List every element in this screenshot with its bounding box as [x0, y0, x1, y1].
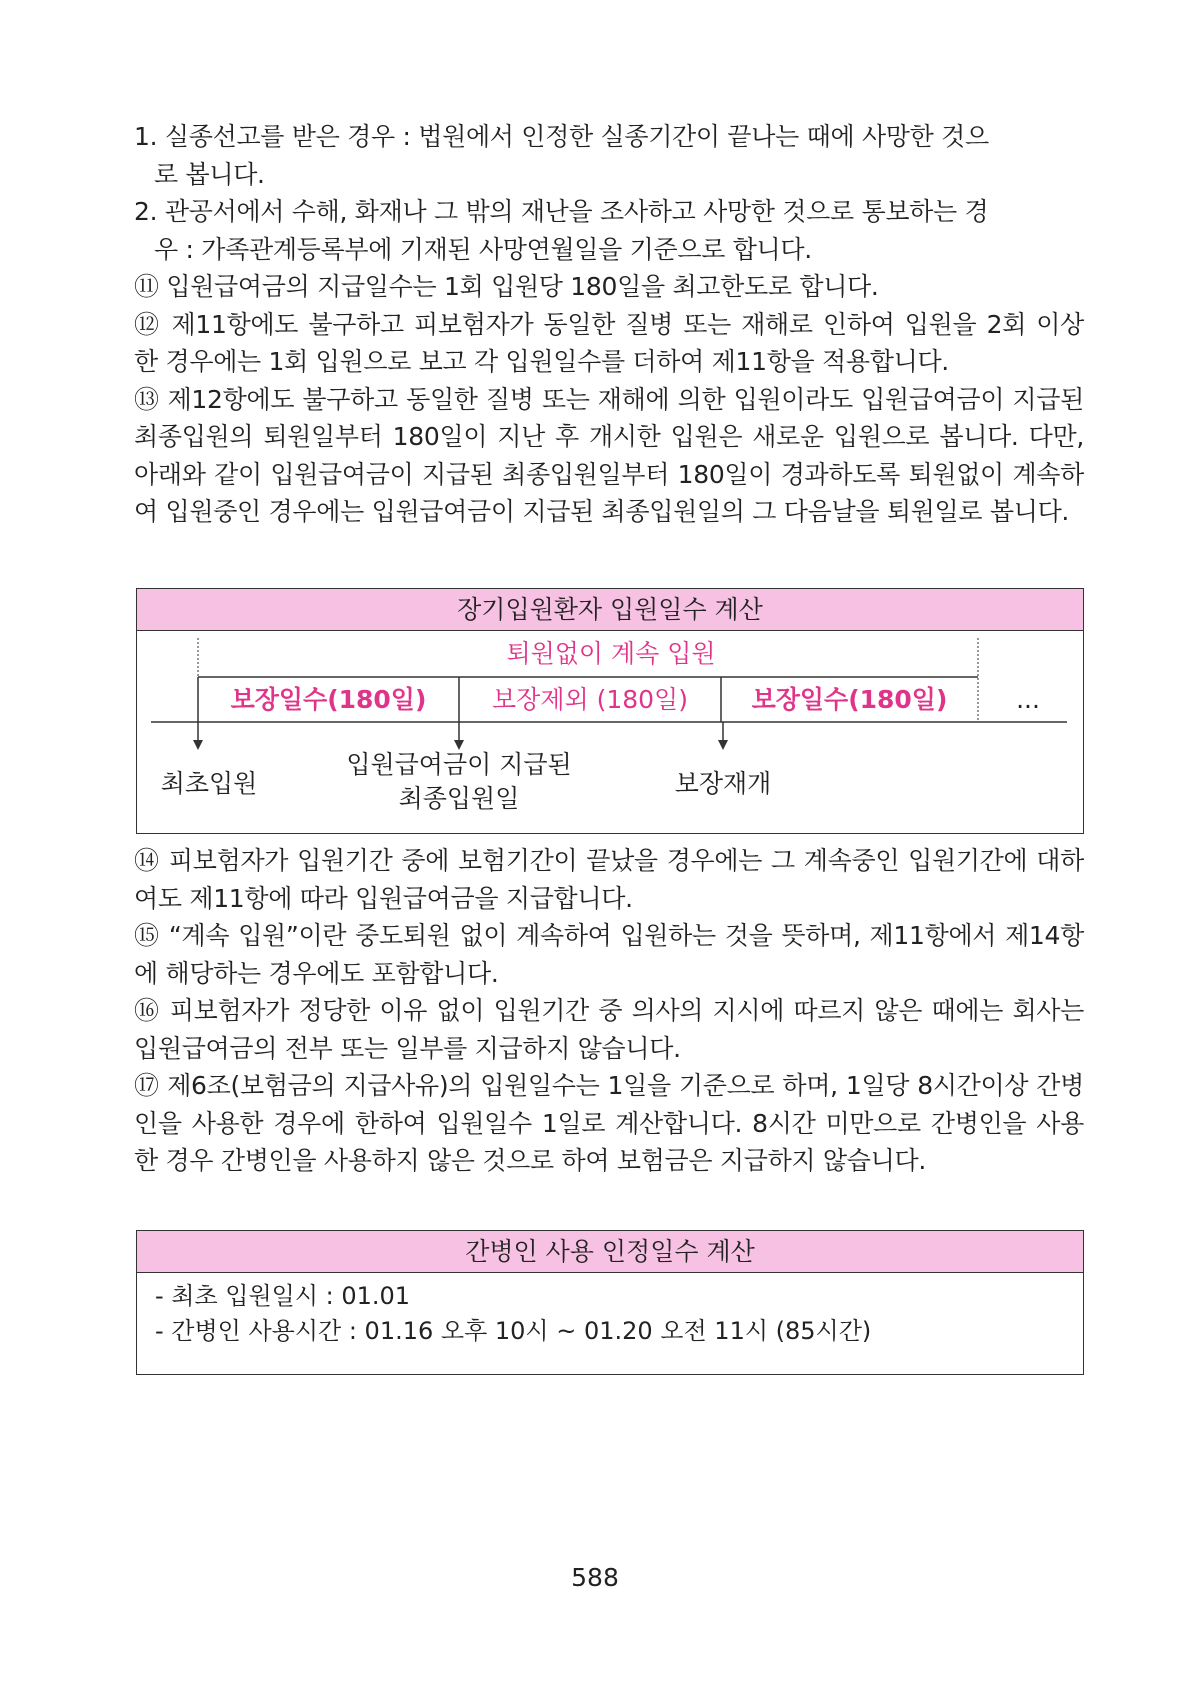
coverage-resume-label: 보장재개	[674, 769, 772, 798]
clause-12: ⑫ 제11항에도 불구하고 피보험자가 동일한 질병 또는 재해로 인하여 입원을 2회 이상 한 경우에는 1회 입원으로 보고 각 입원일수를 더하여 제11항을 적용합니다.	[134, 309, 1084, 376]
paragraph-2	[134, 193, 1084, 268]
caregiver-usage-time: - 간병인 사용시간 : 01.16 오후 10시 ~ 01.20 오전 11시 (85시간)	[155, 1317, 872, 1345]
long-term-stay-title: 장기입원환자 입원일수 계산	[137, 589, 1083, 631]
stay-diagram	[137, 630, 1085, 835]
covered-days-segment-1: 보장일수(180일)	[230, 685, 427, 714]
caregiver-days-box	[136, 1230, 1084, 1375]
clause-14: ⑭ 피보험자가 입원기간 중에 보험기간이 끝났을 경우에는 그 계속중인 입원기간에 대하여도 제11항에 따라 입원급여금을 지급합니다.	[134, 846, 1084, 913]
page-number: 588	[571, 1563, 619, 1592]
paragraph-1-line-2: 로 봅니다.	[154, 159, 265, 189]
paragraph-1-line-1: 1. 실종선고를 받은 경우 : 법원에서 인정한 실종기간이 끝나는 때에 사망한 것으	[134, 122, 989, 151]
clause-17: ⑰ 제6조(보험금의 지급사유)의 입원일수는 1일을 기준으로 하며, 1일당 8시간이상 간병인을 사용한 경우에 한하여 입원일수 1일로 계산합니다. 8시간 미만으로 간병인을 사용한 경우 간병인을 사용하지 않은 것으로 하여 보험금은 지급하지 않습니다.	[134, 1071, 1084, 1175]
clause-11: ⑪ 입원급여금의 지급일수는 1회 입원당 180일을 최고한도로 합니다.	[134, 272, 879, 301]
first-admission-datetime: - 최초 입원일시 : 01.01	[155, 1282, 411, 1310]
clause-13: ⑬ 제12항에도 불구하고 동일한 질병 또는 재해에 의한 입원이라도 입원급여금이 지급된 최종입원의 퇴원일부터 180일이 지난 후 개시한 입원은 새로운 입원으로 봅니다. 다만, 아래와 같이 입원급여금이 지급된 최종입원일부터 180일이 경과하도록 퇴원없이 계속하여 입원중인 경우에는 입원급여금이 지급된 최종입원일의 그 다음날을 퇴원일로 봅니다.	[134, 384, 1084, 526]
long-term-stay-box	[136, 588, 1084, 834]
last-paid-admission-line-1: 입원급여금이 지급된	[346, 750, 572, 779]
last-paid-admission-label	[334, 748, 584, 816]
clause-15: ⑮ “계속 입원”이란 중도퇴원 없이 계속하여 입원하는 것을 뜻하며, 제11항에서 제14항에 해당하는 경우에도 포함합니다.	[134, 921, 1084, 988]
paragraph-2-line-2: 우 : 가족관계등록부에 기재된 사망연월일을 기준으로 합니다.	[154, 234, 812, 264]
first-admission-label: 최초입원	[160, 769, 258, 798]
caregiver-days-content	[137, 1273, 1083, 1349]
clause-16: ⑯ 피보험자가 정당한 이유 없이 입원기간 중 의사의 지시에 따르지 않은 때에는 회사는 입원급여금의 전부 또는 일부를 지급하지 않습니다.	[134, 996, 1084, 1063]
covered-days-segment-2: 보장일수(180일)	[751, 685, 948, 714]
excluded-days-segment: 보장제외 (180일)	[492, 685, 688, 714]
ellipsis: ...	[1016, 685, 1040, 714]
body-text-top	[134, 118, 1084, 531]
continuous-stay-label: 퇴원없이 계속 입원	[506, 639, 716, 668]
body-text-middle	[134, 842, 1084, 1180]
last-paid-admission-line-2: 최종입원일	[398, 784, 520, 813]
paragraph-2-line-1: 2. 관공서에서 수해, 화재나 그 밖의 재난을 조사하고 사망한 것으로 통보하는 경	[134, 197, 989, 226]
caregiver-days-title: 간병인 사용 인정일수 계산	[137, 1231, 1083, 1273]
paragraph-1	[134, 118, 1084, 193]
